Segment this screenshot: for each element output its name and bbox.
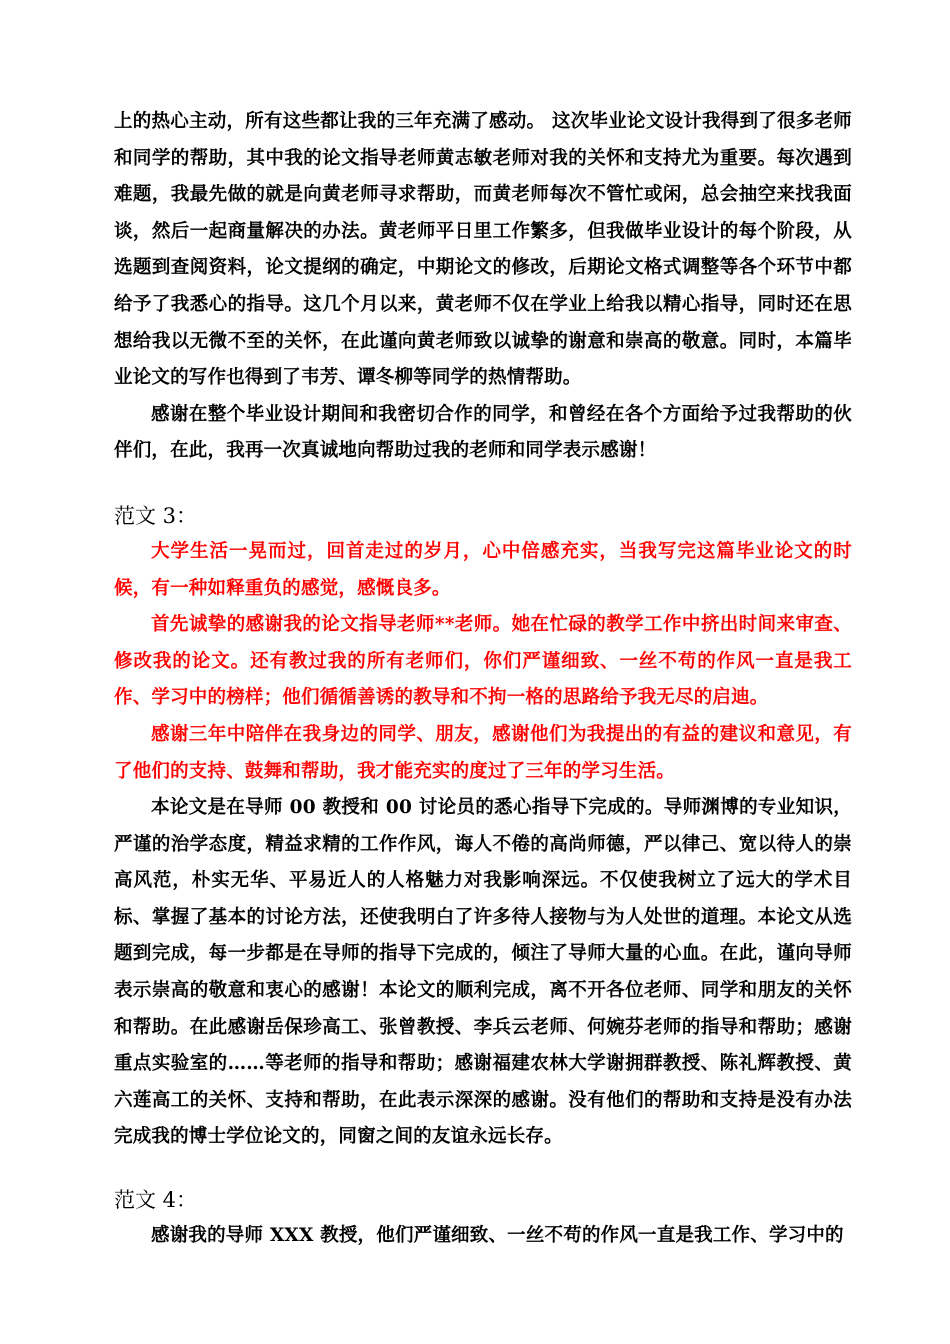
- highlighted-paragraph: 感谢三年中陪伴在我身边的同学、朋友，感谢他们为我提出的有益的建议和意见，有了他们的支持、鼓舞和帮助，我才能充实的度过了三年的学习生活。: [114, 723, 852, 782]
- paragraph: 本论文是在导师 00 教授和 00 讨论员的悉心指导下完成的。导师渊博的专业知识，严谨的治学态度，精益求精的工作作风，诲人不倦的高尚师德，严以律己、宽以待人的崇高风范，朴实无华、平易近人的人格魅力对我影响深远。不仅使我树立了远大的学术目标、掌握了基本的讨论方法，还使我明白了许多待人接物与为人处世的道理。本论文从选题到完成，每一步都是在导师的指导下完成的，倾注了导师大量的心血。在此，谨向导师表示崇高的敬意和衷心的感谢！本论文的顺利完成，离不开各位老师、同学和朋友的关怀和帮助。在此感谢岳保珍高工、张曾教授、李兵云老师、何婉芬老师的指导和帮助；感谢重点实验室的……等老师的指导和帮助；感谢福建农林大学谢拥群教授、陈礼辉教授、黄六莲高工的关怀、支持和帮助，在此表示深深的感谢。没有他们的帮助和支持是没有办法完成我的博士学位论文的，同窗之间的友谊永远长存。: [114, 797, 852, 1148]
- paragraph: 感谢我的导师 XXX 教授，他们严谨细致、一丝不苟的作风一直是我工作、学习中的: [151, 1225, 844, 1247]
- section-heading: 范文 3：: [114, 503, 198, 528]
- document-page: [114, 104, 852, 1255]
- paragraph: 上的热心主动，所有这些都让我的三年充满了感动。 这次毕业论文设计我得到了很多老师和同学的帮助，其中我的论文指导老师黄志敏老师对我的关怀和支持尤为重要。每次遇到难题，我最先做的就是向黄老师寻求帮助，而黄老师每次不管忙或闲，总会抽空来找我面谈，然后一起商量解决的办法。黄老师平日里工作繁多，但我做毕业设计的每个阶段，从选题到查阅资料，论文提纲的确定，中期论文的修改，后期论文格式调整等各个环节中都给予了我悉心的指导。这几个月以来，黄老师不仅在学业上给我以精心指导，同时还在思想给我以无微不至的关怀，在此谨向黄老师致以诚挚的谢意和崇高的敬意。同时，本篇毕业论文的写作也得到了韦芳、谭冬柳等同学的热情帮助。: [114, 111, 852, 389]
- highlighted-paragraph: 首先诚挚的感谢我的论文指导老师**老师。她在忙碌的教学工作中挤出时间来审查、修改我的论文。还有教过我的所有老师们，你们严谨细致、一丝不苟的作风一直是我工作、学习中的榜样；他们循循善诱的教导和不拘一格的思路给予我无尽的启迪。: [114, 614, 852, 709]
- highlighted-paragraph: 大学生活一晃而过，回首走过的岁月，心中倍感充实，当我写完这篇毕业论文的时候，有一种如释重负的感觉，感慨良多。: [114, 540, 852, 599]
- section-heading: 范文 4：: [114, 1188, 198, 1213]
- paragraph: 感谢在整个毕业设计期间和我密切合作的同学，和曾经在各个方面给予过我帮助的伙伴们，在此，我再一次真诚地向帮助过我的老师和同学表示感谢！: [114, 403, 852, 462]
